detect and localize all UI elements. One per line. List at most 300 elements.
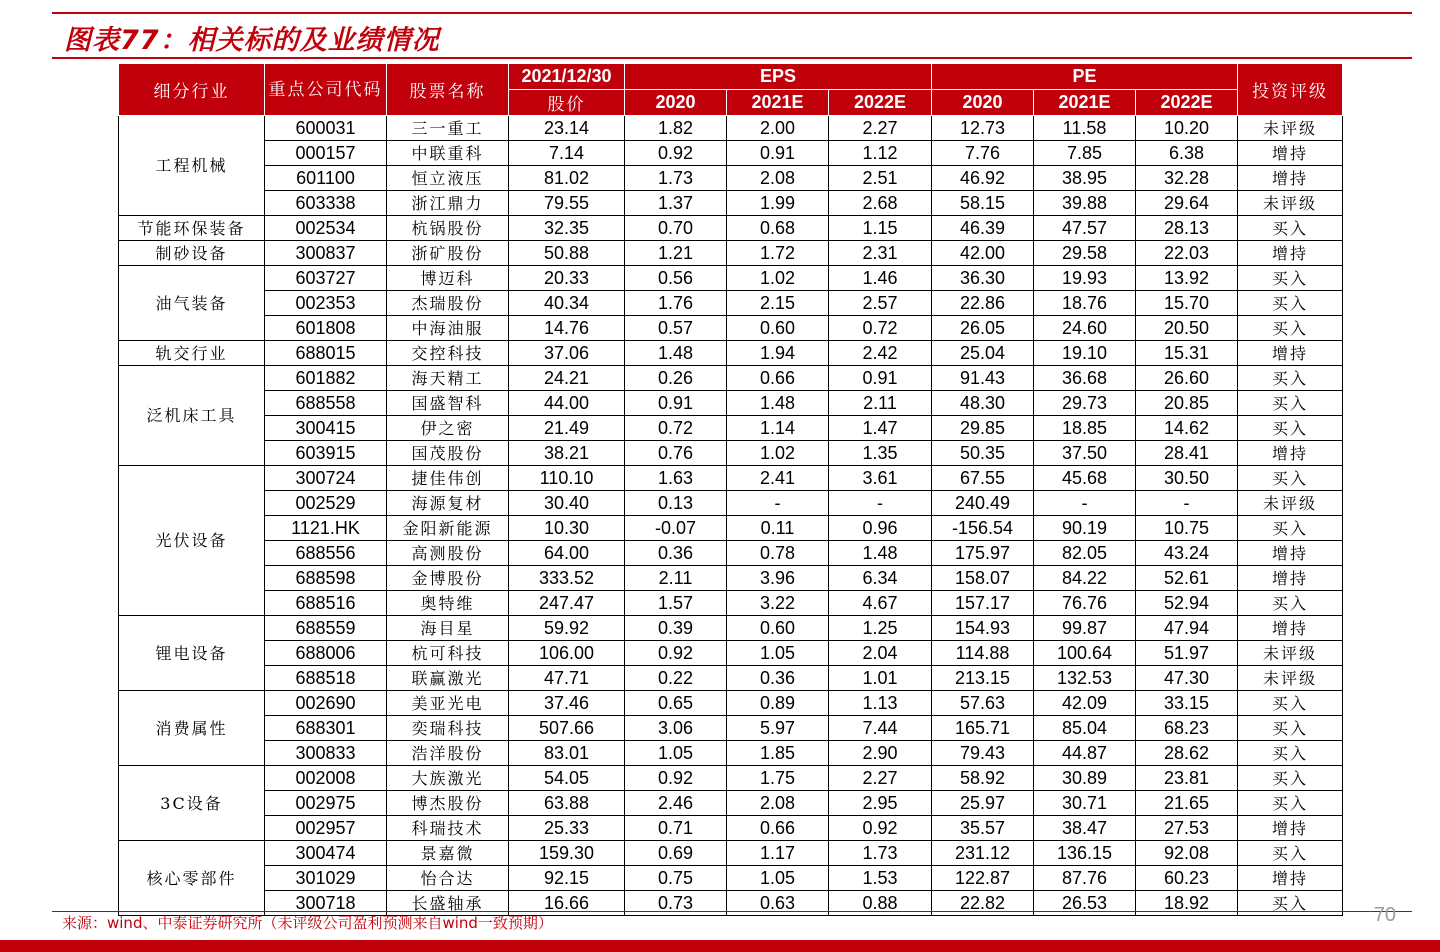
eps-2020-cell: 0.13: [625, 491, 727, 516]
eps-2020-cell: 1.37: [625, 191, 727, 216]
price-cell: 24.21: [509, 366, 625, 391]
pe-2020-cell: 67.55: [932, 466, 1034, 491]
table-row: [119, 116, 1343, 141]
pe-2021e-cell: 99.87: [1034, 616, 1136, 641]
table-body: [119, 116, 1343, 916]
eps-2022e-cell: 0.72: [829, 316, 932, 341]
pe-2021e-cell: 11.58: [1034, 116, 1136, 141]
eps-2020-cell: 2.11: [625, 566, 727, 591]
name-cell: 金博股份: [387, 566, 509, 591]
code-cell: 1121.HK: [265, 516, 387, 541]
code-cell: 002690: [265, 691, 387, 716]
eps-2020-cell: 0.70: [625, 216, 727, 241]
price-cell: 247.47: [509, 591, 625, 616]
price-cell: 40.34: [509, 291, 625, 316]
name-cell: 杰瑞股份: [387, 291, 509, 316]
pe-2022e-cell: 20.85: [1136, 391, 1238, 416]
name-cell: 高测股份: [387, 541, 509, 566]
eps-2020-cell: 1.63: [625, 466, 727, 491]
price-cell: 7.14: [509, 141, 625, 166]
eps-2021e-cell: 1.05: [727, 866, 829, 891]
eps-2020-cell: 0.39: [625, 616, 727, 641]
industry-cell: 光伏设备: [119, 466, 265, 616]
pe-2020-cell: 22.82: [932, 891, 1034, 916]
name-cell: 浙矿股份: [387, 241, 509, 266]
code-cell: 000157: [265, 141, 387, 166]
rating-cell: 买入: [1238, 291, 1343, 316]
bottom-bar: [0, 940, 1440, 952]
eps-2022e-cell: 2.90: [829, 741, 932, 766]
pe-2020-cell: 46.39: [932, 216, 1034, 241]
rating-cell: 未评级: [1238, 191, 1343, 216]
name-cell: 怡合达: [387, 866, 509, 891]
pe-2020-cell: 25.97: [932, 791, 1034, 816]
code-cell: 601882: [265, 366, 387, 391]
eps-2022e-cell: 1.13: [829, 691, 932, 716]
rating-cell: 增持: [1238, 616, 1343, 641]
eps-2022e-cell: 2.31: [829, 241, 932, 266]
pe-2021e-cell: 90.19: [1034, 516, 1136, 541]
eps-2022e-cell: 7.44: [829, 716, 932, 741]
code-cell: 300833: [265, 741, 387, 766]
pe-2020-cell: 29.85: [932, 416, 1034, 441]
eps-2022e-cell: 1.47: [829, 416, 932, 441]
industry-cell: 制砂设备: [119, 241, 265, 266]
pe-2022e-cell: 20.50: [1136, 316, 1238, 341]
code-cell: 688516: [265, 591, 387, 616]
rating-cell: 买入: [1238, 741, 1343, 766]
rating-cell: 买入: [1238, 766, 1343, 791]
industry-cell: 泛机床工具: [119, 366, 265, 466]
eps-2021e-cell: 2.00: [727, 116, 829, 141]
name-cell: 伊之密: [387, 416, 509, 441]
pe-2022e-cell: 30.50: [1136, 466, 1238, 491]
name-cell: 恒立液压: [387, 166, 509, 191]
pe-2020-cell: 7.76: [932, 141, 1034, 166]
eps-2021e-cell: 1.85: [727, 741, 829, 766]
eps-2021e-cell: 3.96: [727, 566, 829, 591]
price-cell: 23.14: [509, 116, 625, 141]
table-row: [119, 591, 1343, 616]
name-cell: 长盛轴承: [387, 891, 509, 916]
eps-2022e-cell: 3.61: [829, 466, 932, 491]
rating-cell: 买入: [1238, 841, 1343, 866]
eps-2022e-cell: 1.15: [829, 216, 932, 241]
table-row: [119, 491, 1343, 516]
code-cell: 600031: [265, 116, 387, 141]
pe-2021e-cell: 132.53: [1034, 666, 1136, 691]
eps-2020-cell: 0.73: [625, 891, 727, 916]
comparable-companies-table: [118, 63, 1343, 916]
eps-2021e-cell: 0.11: [727, 516, 829, 541]
rating-cell: 未评级: [1238, 116, 1343, 141]
rating-cell: 买入: [1238, 716, 1343, 741]
rating-cell: 买入: [1238, 416, 1343, 441]
pe-2020-cell: 175.97: [932, 541, 1034, 566]
code-cell: 002353: [265, 291, 387, 316]
pe-2020-cell: 240.49: [932, 491, 1034, 516]
eps-2020-cell: 1.21: [625, 241, 727, 266]
header-pe: PE: [932, 64, 1238, 90]
header-pe-2022e: 2022E: [1136, 90, 1238, 116]
table-row: [119, 766, 1343, 791]
rating-cell: 买入: [1238, 266, 1343, 291]
price-cell: 38.21: [509, 441, 625, 466]
pe-2022e-cell: 28.41: [1136, 441, 1238, 466]
code-cell: 300837: [265, 241, 387, 266]
name-cell: 杭锅股份: [387, 216, 509, 241]
code-cell: 688518: [265, 666, 387, 691]
pe-2021e-cell: 85.04: [1034, 716, 1136, 741]
pe-2022e-cell: 43.24: [1136, 541, 1238, 566]
pe-2020-cell: 122.87: [932, 866, 1034, 891]
pe-2020-cell: 36.30: [932, 266, 1034, 291]
eps-2022e-cell: 0.96: [829, 516, 932, 541]
pe-2022e-cell: 52.61: [1136, 566, 1238, 591]
header-code: 重点公司代码: [265, 64, 387, 116]
rating-cell: 买入: [1238, 366, 1343, 391]
eps-2021e-cell: 1.48: [727, 391, 829, 416]
eps-2021e-cell: 0.78: [727, 541, 829, 566]
table-row: [119, 341, 1343, 366]
pe-2022e-cell: 60.23: [1136, 866, 1238, 891]
industry-cell: 轨交行业: [119, 341, 265, 366]
eps-2020-cell: -0.07: [625, 516, 727, 541]
pe-2020-cell: 25.04: [932, 341, 1034, 366]
name-cell: 交控科技: [387, 341, 509, 366]
rating-cell: 增持: [1238, 241, 1343, 266]
eps-2022e-cell: 2.68: [829, 191, 932, 216]
eps-2021e-cell: 0.68: [727, 216, 829, 241]
eps-2022e-cell: 1.48: [829, 541, 932, 566]
pe-2021e-cell: 19.93: [1034, 266, 1136, 291]
pe-2020-cell: 22.86: [932, 291, 1034, 316]
name-cell: 浩洋股份: [387, 741, 509, 766]
code-cell: 601100: [265, 166, 387, 191]
code-cell: 002529: [265, 491, 387, 516]
eps-2022e-cell: 0.88: [829, 891, 932, 916]
industry-cell: 锂电设备: [119, 616, 265, 691]
name-cell: 国盛智科: [387, 391, 509, 416]
pe-2020-cell: 231.12: [932, 841, 1034, 866]
eps-2021e-cell: 0.66: [727, 816, 829, 841]
price-cell: 14.76: [509, 316, 625, 341]
table-row: [119, 241, 1343, 266]
pe-2021e-cell: 18.76: [1034, 291, 1136, 316]
eps-2022e-cell: 2.51: [829, 166, 932, 191]
rating-cell: 增持: [1238, 816, 1343, 841]
name-cell: 海天精工: [387, 366, 509, 391]
eps-2021e-cell: 2.41: [727, 466, 829, 491]
table-row: [119, 816, 1343, 841]
code-cell: 688556: [265, 541, 387, 566]
code-cell: 002008: [265, 766, 387, 791]
eps-2020-cell: 1.76: [625, 291, 727, 316]
eps-2020-cell: 0.91: [625, 391, 727, 416]
pe-2022e-cell: 47.94: [1136, 616, 1238, 641]
eps-2020-cell: 1.82: [625, 116, 727, 141]
eps-2020-cell: 0.76: [625, 441, 727, 466]
eps-2020-cell: 0.92: [625, 641, 727, 666]
name-cell: 杭可科技: [387, 641, 509, 666]
pe-2021e-cell: 29.73: [1034, 391, 1136, 416]
name-cell: 三一重工: [387, 116, 509, 141]
pe-2021e-cell: 39.88: [1034, 191, 1136, 216]
pe-2020-cell: 26.05: [932, 316, 1034, 341]
pe-2021e-cell: 18.85: [1034, 416, 1136, 441]
pe-2020-cell: 158.07: [932, 566, 1034, 591]
header-price: 股价: [509, 90, 625, 116]
industry-cell: 消费属性: [119, 691, 265, 766]
eps-2021e-cell: 1.02: [727, 266, 829, 291]
eps-2021e-cell: 0.36: [727, 666, 829, 691]
table-row: [119, 216, 1343, 241]
table-row: [119, 466, 1343, 491]
table-row: [119, 266, 1343, 291]
eps-2021e-cell: 1.75: [727, 766, 829, 791]
code-cell: 603338: [265, 191, 387, 216]
eps-2021e-cell: 1.05: [727, 641, 829, 666]
eps-2022e-cell: 1.46: [829, 266, 932, 291]
eps-2021e-cell: 1.17: [727, 841, 829, 866]
eps-2021e-cell: 0.66: [727, 366, 829, 391]
industry-cell: 核心零部件: [119, 841, 265, 916]
eps-2021e-cell: 1.94: [727, 341, 829, 366]
pe-2022e-cell: 92.08: [1136, 841, 1238, 866]
eps-2020-cell: 0.36: [625, 541, 727, 566]
pe-2021e-cell: 42.09: [1034, 691, 1136, 716]
table-row: [119, 416, 1343, 441]
table-row: [119, 716, 1343, 741]
table-row: [119, 641, 1343, 666]
name-cell: 联赢激光: [387, 666, 509, 691]
rating-cell: 未评级: [1238, 641, 1343, 666]
pe-2022e-cell: 52.94: [1136, 591, 1238, 616]
rating-cell: 增持: [1238, 866, 1343, 891]
price-cell: 110.10: [509, 466, 625, 491]
price-cell: 44.00: [509, 391, 625, 416]
name-cell: 浙江鼎力: [387, 191, 509, 216]
price-cell: 63.88: [509, 791, 625, 816]
header-pe-2020: 2020: [932, 90, 1034, 116]
table-row: [119, 691, 1343, 716]
pe-2020-cell: 58.92: [932, 766, 1034, 791]
eps-2020-cell: 2.46: [625, 791, 727, 816]
eps-2021e-cell: 0.60: [727, 316, 829, 341]
code-cell: 300415: [265, 416, 387, 441]
pe-2021e-cell: 47.57: [1034, 216, 1136, 241]
code-cell: 002957: [265, 816, 387, 841]
pe-2021e-cell: 82.05: [1034, 541, 1136, 566]
pe-2021e-cell: 19.10: [1034, 341, 1136, 366]
price-cell: 333.52: [509, 566, 625, 591]
pe-2022e-cell: 22.03: [1136, 241, 1238, 266]
eps-2020-cell: 0.57: [625, 316, 727, 341]
header-industry: 细分行业: [119, 64, 265, 116]
eps-2022e-cell: 1.01: [829, 666, 932, 691]
name-cell: 中联重科: [387, 141, 509, 166]
table-row: [119, 191, 1343, 216]
eps-2021e-cell: 1.02: [727, 441, 829, 466]
eps-2021e-cell: 0.63: [727, 891, 829, 916]
eps-2021e-cell: 1.72: [727, 241, 829, 266]
eps-2022e-cell: 2.57: [829, 291, 932, 316]
code-cell: 300718: [265, 891, 387, 916]
header-eps-2021e: 2021E: [727, 90, 829, 116]
industry-cell: 工程机械: [119, 116, 265, 216]
pe-2021e-cell: 38.95: [1034, 166, 1136, 191]
eps-2022e-cell: 4.67: [829, 591, 932, 616]
page-number: 70: [1373, 904, 1396, 926]
pe-2021e-cell: -: [1034, 491, 1136, 516]
code-cell: 688598: [265, 566, 387, 591]
pe-2022e-cell: 21.65: [1136, 791, 1238, 816]
code-cell: 301029: [265, 866, 387, 891]
rating-cell: 买入: [1238, 516, 1343, 541]
price-cell: 50.88: [509, 241, 625, 266]
eps-2022e-cell: 2.42: [829, 341, 932, 366]
price-cell: 81.02: [509, 166, 625, 191]
table-row: [119, 666, 1343, 691]
price-cell: 21.49: [509, 416, 625, 441]
pe-2022e-cell: 68.23: [1136, 716, 1238, 741]
price-cell: 37.06: [509, 341, 625, 366]
eps-2020-cell: 1.48: [625, 341, 727, 366]
code-cell: 603915: [265, 441, 387, 466]
price-cell: 92.15: [509, 866, 625, 891]
eps-2021e-cell: -: [727, 491, 829, 516]
rating-cell: 增持: [1238, 441, 1343, 466]
eps-2022e-cell: 2.27: [829, 116, 932, 141]
rating-cell: 增持: [1238, 541, 1343, 566]
code-cell: 688006: [265, 641, 387, 666]
rating-cell: 买入: [1238, 466, 1343, 491]
header-eps-2020: 2020: [625, 90, 727, 116]
title-bar: [52, 12, 1412, 59]
pe-2021e-cell: 44.87: [1034, 741, 1136, 766]
price-cell: 64.00: [509, 541, 625, 566]
table-row: [119, 141, 1343, 166]
eps-2021e-cell: 2.08: [727, 166, 829, 191]
eps-2020-cell: 0.26: [625, 366, 727, 391]
name-cell: 奥特维: [387, 591, 509, 616]
table-row: [119, 566, 1343, 591]
code-cell: 688559: [265, 616, 387, 641]
pe-2022e-cell: 23.81: [1136, 766, 1238, 791]
pe-2021e-cell: 7.85: [1034, 141, 1136, 166]
pe-2022e-cell: 6.38: [1136, 141, 1238, 166]
pe-2022e-cell: 15.31: [1136, 341, 1238, 366]
pe-2020-cell: 35.57: [932, 816, 1034, 841]
pe-2022e-cell: 10.20: [1136, 116, 1238, 141]
eps-2020-cell: 0.65: [625, 691, 727, 716]
pe-2020-cell: 154.93: [932, 616, 1034, 641]
price-cell: 16.66: [509, 891, 625, 916]
pe-2020-cell: -156.54: [932, 516, 1034, 541]
pe-2022e-cell: 28.13: [1136, 216, 1238, 241]
pe-2020-cell: 12.73: [932, 116, 1034, 141]
eps-2020-cell: 0.75: [625, 866, 727, 891]
table-row: [119, 516, 1343, 541]
rating-cell: 未评级: [1238, 666, 1343, 691]
eps-2021e-cell: 0.60: [727, 616, 829, 641]
rating-cell: 买入: [1238, 591, 1343, 616]
pe-2021e-cell: 38.47: [1034, 816, 1136, 841]
price-cell: 54.05: [509, 766, 625, 791]
pe-2021e-cell: 29.58: [1034, 241, 1136, 266]
price-cell: 32.35: [509, 216, 625, 241]
code-cell: 002975: [265, 791, 387, 816]
pe-2022e-cell: -: [1136, 491, 1238, 516]
table-row: [119, 841, 1343, 866]
rating-cell: 增持: [1238, 166, 1343, 191]
table-row: [119, 316, 1343, 341]
pe-2020-cell: 58.15: [932, 191, 1034, 216]
table-row: [119, 616, 1343, 641]
eps-2021e-cell: 0.91: [727, 141, 829, 166]
pe-2022e-cell: 33.15: [1136, 691, 1238, 716]
name-cell: 国茂股份: [387, 441, 509, 466]
pe-2020-cell: 79.43: [932, 741, 1034, 766]
code-cell: 688301: [265, 716, 387, 741]
pe-2022e-cell: 14.62: [1136, 416, 1238, 441]
pe-2021e-cell: 36.68: [1034, 366, 1136, 391]
rating-cell: 买入: [1238, 691, 1343, 716]
eps-2021e-cell: 3.22: [727, 591, 829, 616]
price-cell: 79.55: [509, 191, 625, 216]
eps-2020-cell: 0.69: [625, 841, 727, 866]
eps-2022e-cell: -: [829, 491, 932, 516]
pe-2022e-cell: 13.92: [1136, 266, 1238, 291]
table-row: [119, 791, 1343, 816]
industry-cell: 节能环保装备: [119, 216, 265, 241]
price-cell: 37.46: [509, 691, 625, 716]
eps-2021e-cell: 0.89: [727, 691, 829, 716]
pe-2020-cell: 165.71: [932, 716, 1034, 741]
rating-cell: 增持: [1238, 141, 1343, 166]
pe-2022e-cell: 18.92: [1136, 891, 1238, 916]
table-row: [119, 291, 1343, 316]
eps-2021e-cell: 1.99: [727, 191, 829, 216]
eps-2020-cell: 1.57: [625, 591, 727, 616]
eps-2020-cell: 0.56: [625, 266, 727, 291]
rating-cell: 增持: [1238, 566, 1343, 591]
eps-2022e-cell: 2.95: [829, 791, 932, 816]
eps-2022e-cell: 2.11: [829, 391, 932, 416]
name-cell: 博杰股份: [387, 791, 509, 816]
table-row: [119, 441, 1343, 466]
eps-2020-cell: 0.22: [625, 666, 727, 691]
eps-2022e-cell: 1.25: [829, 616, 932, 641]
price-cell: 30.40: [509, 491, 625, 516]
code-cell: 603727: [265, 266, 387, 291]
name-cell: 景嘉微: [387, 841, 509, 866]
eps-2021e-cell: 2.15: [727, 291, 829, 316]
pe-2021e-cell: 45.68: [1034, 466, 1136, 491]
pe-2022e-cell: 26.60: [1136, 366, 1238, 391]
rating-cell: 买入: [1238, 316, 1343, 341]
eps-2020-cell: 1.73: [625, 166, 727, 191]
eps-2020-cell: 0.92: [625, 766, 727, 791]
eps-2020-cell: 0.72: [625, 416, 727, 441]
eps-2022e-cell: 1.35: [829, 441, 932, 466]
price-cell: 20.33: [509, 266, 625, 291]
rating-cell: 未评级: [1238, 491, 1343, 516]
pe-2020-cell: 48.30: [932, 391, 1034, 416]
price-cell: 47.71: [509, 666, 625, 691]
price-cell: 25.33: [509, 816, 625, 841]
price-cell: 507.66: [509, 716, 625, 741]
